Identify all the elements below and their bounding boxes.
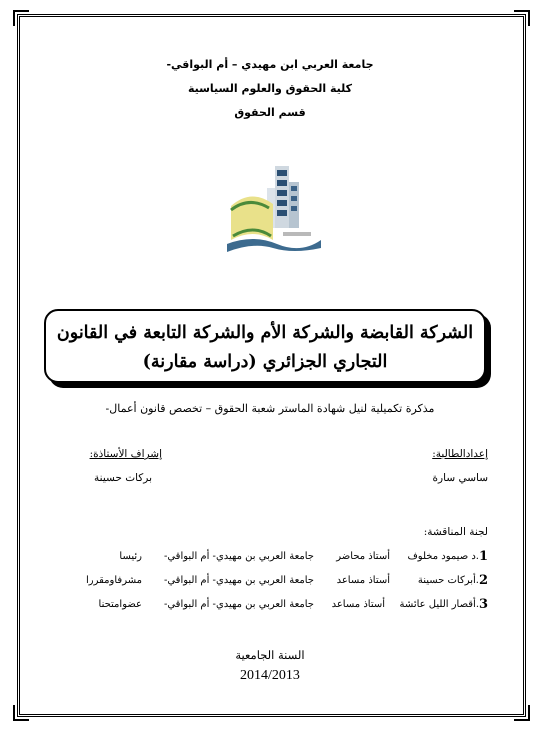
department-name: قسم الحقوق (234, 106, 306, 119)
member-number: 2 (478, 573, 488, 588)
student-name: ساسي سارة (432, 472, 488, 484)
university-logo-icon (223, 148, 323, 263)
academic-year: 2014/2013 (240, 668, 300, 683)
thesis-title-line2: التجاري الجزائري (دراسة مقارنة) (142, 352, 388, 372)
committee-label: لجنة المناقشة: (423, 526, 488, 538)
member-university: جامعة العربي بن مهيدي- أم البواقي- (163, 599, 314, 610)
university-name: جامعة العربي ابن مهيدي – أم البواقي- (166, 58, 374, 71)
supervisor-label: إشراف الأستاذة: (89, 448, 162, 460)
member-number: 1 (478, 549, 488, 564)
member-rank: أستاذ مساعد (336, 575, 390, 586)
academic-year-label: السنة الجامعية (235, 648, 305, 662)
member-name: .د صيمود مخلوف (407, 551, 479, 562)
border-corner (13, 10, 29, 26)
member-role: عضوامتحنا (98, 599, 142, 610)
thesis-subtitle: مذكرة تكميلية لنيل شهادة الماستر شعبة الحقوق – تخصص قانون أعمال- (105, 402, 435, 415)
thesis-title-line1: الشركة القابضة والشركة الأم والشركة التابعة في القانون (56, 323, 474, 343)
student-label: إعدادالطالبة: (432, 448, 488, 460)
member-rank: أستاذ مساعد (331, 599, 385, 610)
member-role: مشرفاومقررا (86, 575, 142, 586)
border-corner (514, 705, 530, 721)
member-university: جامعة العربي بن مهيدي- أم البواقي- (163, 551, 314, 562)
member-university: جامعة العربي بن مهيدي- أم البواقي- (163, 575, 314, 586)
committee-row (48, 551, 488, 567)
supervisor-name: بركات حسينة (94, 472, 152, 484)
member-rank: أستاذ محاضر (336, 551, 390, 562)
member-name: .أقصار الليل عائشة (399, 599, 479, 610)
member-name: .أبركات حسينة (417, 575, 479, 586)
border-corner (514, 10, 530, 26)
thesis-title-box (44, 309, 486, 383)
faculty-name: كلية الحقوق والعلوم السياسية (187, 82, 353, 95)
member-number: 3 (478, 597, 488, 612)
committee-row (48, 599, 488, 615)
committee-row (48, 575, 488, 591)
border-corner (13, 705, 29, 721)
member-role: رئيسا (119, 551, 142, 562)
